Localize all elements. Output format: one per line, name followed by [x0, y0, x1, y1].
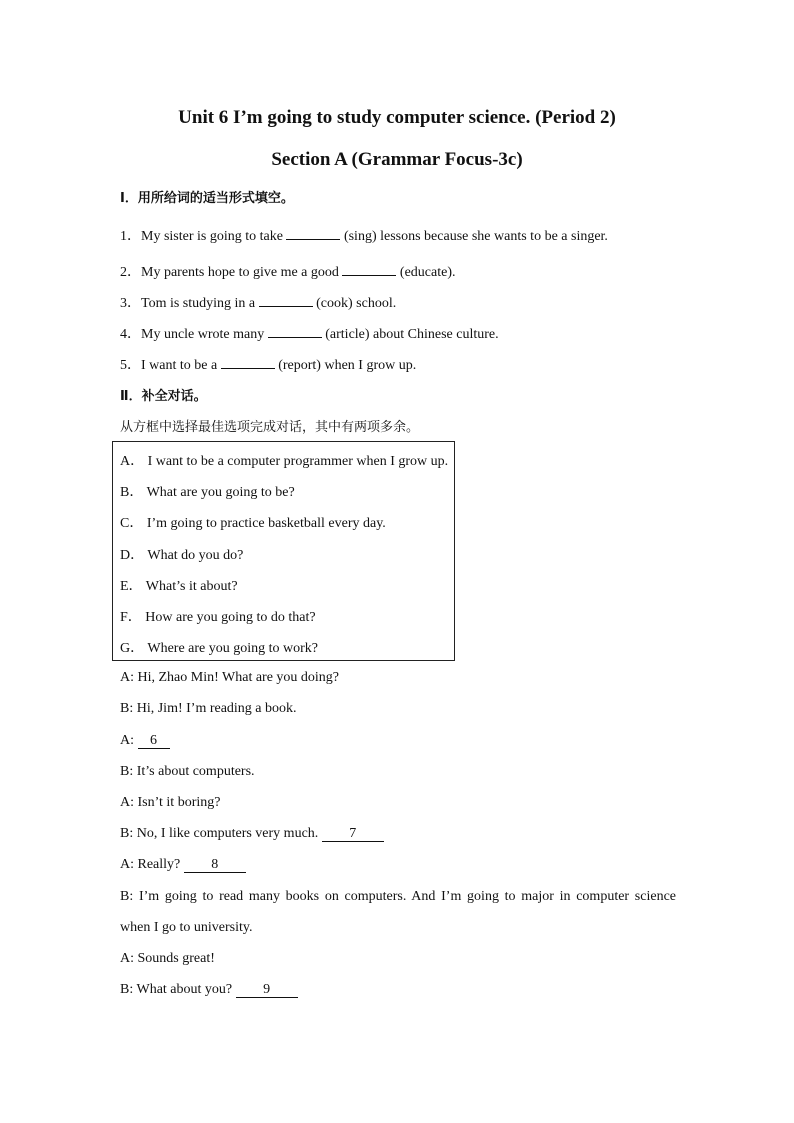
item-text-after: (educate).	[399, 265, 456, 280]
item-text-before: I want to be a	[141, 358, 218, 373]
page-title: Unit 6 I’m going to study computer science. (Period 2)	[178, 107, 616, 128]
dialogue-line: B: Hi, Jim! I’m reading a book.	[120, 701, 297, 716]
item-number: 1．	[120, 229, 141, 244]
item-text-after: (cook) school.	[316, 296, 397, 311]
dialogue-line: A: Isn’t it boring?	[120, 795, 221, 810]
dialogue-line-blank-9	[120, 982, 298, 998]
page-subtitle: Section A (Grammar Focus-3c)	[271, 149, 523, 170]
dialogue-line-blank-7	[120, 826, 384, 842]
item-number: 4．	[120, 327, 141, 342]
part2-instruction: 从方框中选择最佳选项完成对话，其中有两项多余。	[120, 420, 420, 435]
fill-item-5	[120, 354, 416, 374]
fill-item-2	[120, 261, 455, 281]
dialogue-text: B: No, I like computers very much.	[120, 826, 322, 841]
option-a: A． I want to be a computer programmer when I grow up.	[120, 454, 449, 469]
item-text-before: My parents hope to give me a good	[141, 265, 339, 280]
option-f: F． How are you going to do that?	[120, 610, 316, 625]
part1-heading: Ⅰ．用所给词的适当形式填空。	[120, 191, 294, 206]
dialogue-line: A: Hi, Zhao Min! What are you doing?	[120, 670, 340, 685]
answer-blank[interactable]	[268, 323, 322, 338]
dialogue-line: B: I’m going to read many books on computers. And I’m going to major in computer science	[120, 889, 676, 904]
item-number: 2．	[120, 265, 141, 280]
item-text-after: (article) about Chinese culture.	[325, 327, 499, 342]
fill-item-1	[120, 225, 608, 245]
answer-blank[interactable]	[259, 292, 313, 307]
answer-blank[interactable]	[286, 225, 340, 240]
answer-blank-7[interactable]: 7	[322, 827, 384, 842]
option-c: C． I’m going to practice basketball every day.	[120, 516, 386, 531]
item-text-before: My uncle wrote many	[141, 327, 265, 342]
options-box	[112, 441, 455, 661]
dialogue-line-continued: when I go to university.	[120, 920, 253, 935]
fill-item-4	[120, 323, 499, 343]
dialogue-text: B: What about you?	[120, 982, 236, 997]
item-text-before: My sister is going to take	[141, 229, 283, 244]
item-text-after: (sing) lessons because she wants to be a singer.	[343, 229, 608, 244]
item-number: 5．	[120, 358, 141, 373]
dialogue-text: A: Really?	[120, 857, 184, 872]
answer-blank-9[interactable]: 9	[236, 983, 298, 998]
dialogue-speaker: A:	[120, 733, 138, 748]
answer-blank-6[interactable]: 6	[138, 734, 170, 749]
fill-item-3	[120, 292, 396, 312]
item-number: 3．	[120, 296, 141, 311]
option-g: G． Where are you going to work?	[120, 641, 319, 656]
option-e: E． What’s it about?	[120, 579, 238, 594]
item-text-after: (report) when I grow up.	[278, 358, 417, 373]
item-text-before: Tom is studying in a	[141, 296, 256, 311]
option-d: D． What do you do?	[120, 548, 244, 563]
dialogue-line: B: It’s about computers.	[120, 764, 255, 779]
option-b: B． What are you going to be?	[120, 485, 295, 500]
dialogue-line-blank-6	[120, 733, 170, 749]
dialogue-line: A: Sounds great!	[120, 951, 215, 966]
dialogue-line-blank-8	[120, 857, 246, 873]
answer-blank[interactable]	[221, 354, 275, 369]
answer-blank[interactable]	[342, 261, 396, 276]
part2-heading: Ⅱ．补全对话。	[120, 389, 207, 404]
answer-blank-8[interactable]: 8	[184, 858, 246, 873]
